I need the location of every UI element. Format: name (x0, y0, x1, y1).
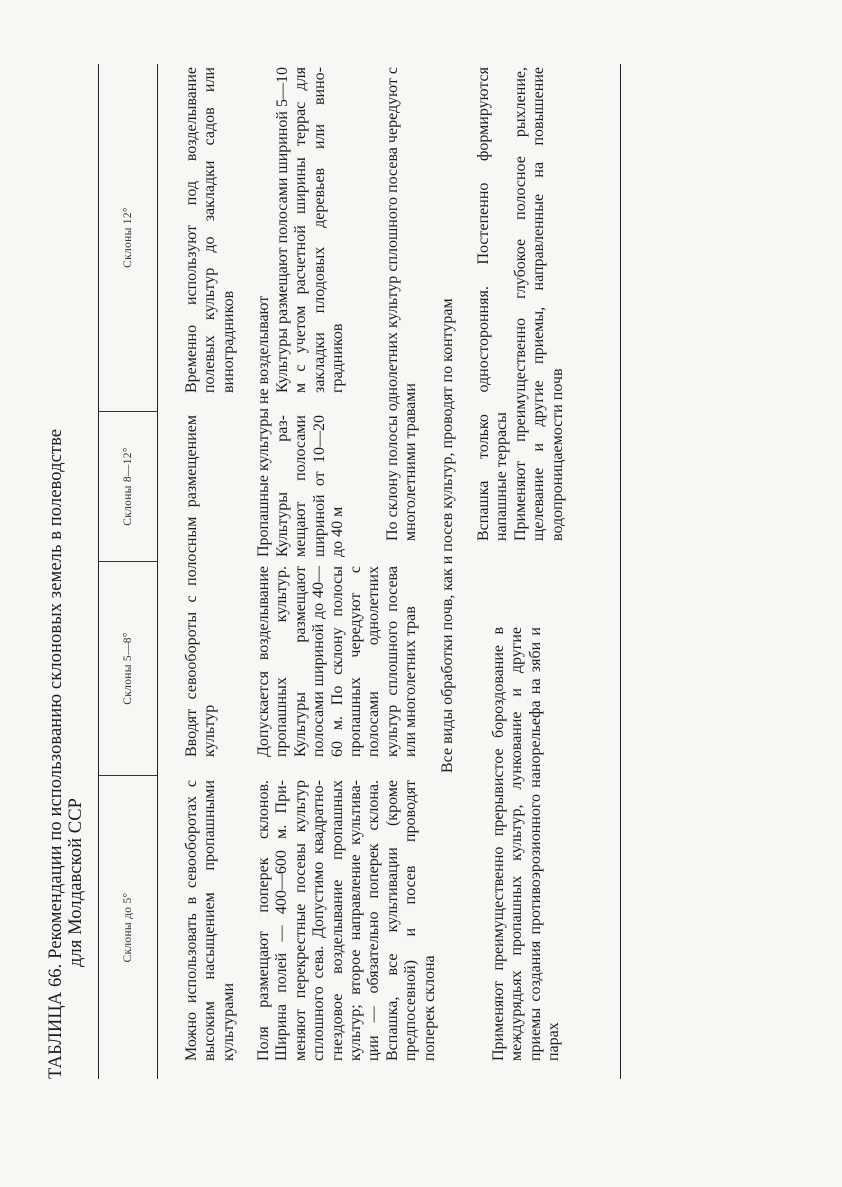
caption-line-2: для Молдавской ССР (66, 797, 86, 967)
row1-col1 (183, 780, 238, 1077)
row3-col34 (384, 67, 421, 557)
header-slopes-5-8: Склоны 5—8° (122, 632, 134, 705)
row1-col2-span (183, 415, 220, 773)
header-bottom-rule (157, 64, 158, 1079)
row2-col4 (274, 67, 348, 409)
row2-col1 (255, 780, 439, 1077)
row2-col3-text: Культуры размещают полосами шириной от 10—20 до 40 м (274, 415, 347, 557)
row5-col1-text: Применяют преимущественно прерывистое бороздование в междурядьях пропашных культур, лункование и другие приемы создания противоэрозионного нанорельефа на зяби и парах (490, 627, 563, 1061)
header-slopes-12: Склоны 12° (122, 207, 134, 268)
row1-col2-text: Вводят севообороты с полосным размещением культур (183, 415, 219, 757)
row2-col3-head (255, 217, 273, 557)
row1-col4 (183, 67, 238, 409)
row1-col1-text: Можно использовать в севооборотах с высоким насыщением пропашными культурами (183, 780, 237, 1061)
row3-col34-text: По склону полосы однолетних культур сплошного посева чередуют с многолетними травами (384, 67, 420, 541)
row2-col1-text: Поля размещают поперек склонов. Ширина полей — 400—600 м. Применяют перекрестные посевы культур сплошного сева. Допустимо квадратно-гнездовое возделывание пропашных культур; второе направление культивации — обязательно поперек склона. Вспашка, все культивации (кроме предпосевной) и посев проводят поперек склона (255, 780, 438, 1061)
header-slopes-to-5: Склоны до 5° (122, 892, 134, 963)
row2-col2-text: Допускается возделывание пропашных культур. Культуры размещают полосами шириной до 40—60 м. По склону полосы пропашных чередуют с полосами однолетних культур сплошного посева или многолетних трав (255, 566, 420, 757)
table-caption (46, 429, 86, 1079)
row5-col34b-text: Применяют преимущественно глубокое полосное рыхление, щелевание и другие приемы, направленные на повышение водопроницаемости почв (512, 67, 566, 541)
table-top-rule (98, 64, 99, 1079)
row1-col4-text: Временно используют под возделывание полевых культур до закладки садов или виноградников (183, 67, 237, 393)
row2-col3-head-text: Пропашные культуры не возделывают (255, 295, 272, 557)
caption-line-1: ТАБЛИЦА 66. Рекомендации по использованию склоновых земель в полеводстве (46, 428, 66, 1079)
header-slopes-8-12: Склоны 8—12° (122, 447, 134, 526)
row5-col34a-text: Вспашка только односторонняя. Постепенно формируются напашные террасы (475, 67, 511, 541)
row5-col1 (490, 627, 564, 1077)
row4-span: Все виды обработки почв, как и посев культур, проводят по контурам (439, 298, 456, 773)
row5-col34b (512, 67, 567, 557)
table-bottom-rule (620, 64, 621, 1079)
row5-col34a (475, 67, 512, 557)
row2-col4-text: Культуры размещают полосами шириной 5—10 м с учетом расчетной ширины террас для закладки плодовых деревьев или виноградников (274, 67, 347, 393)
row2-col2 (255, 566, 421, 773)
row2-col3 (274, 415, 348, 557)
